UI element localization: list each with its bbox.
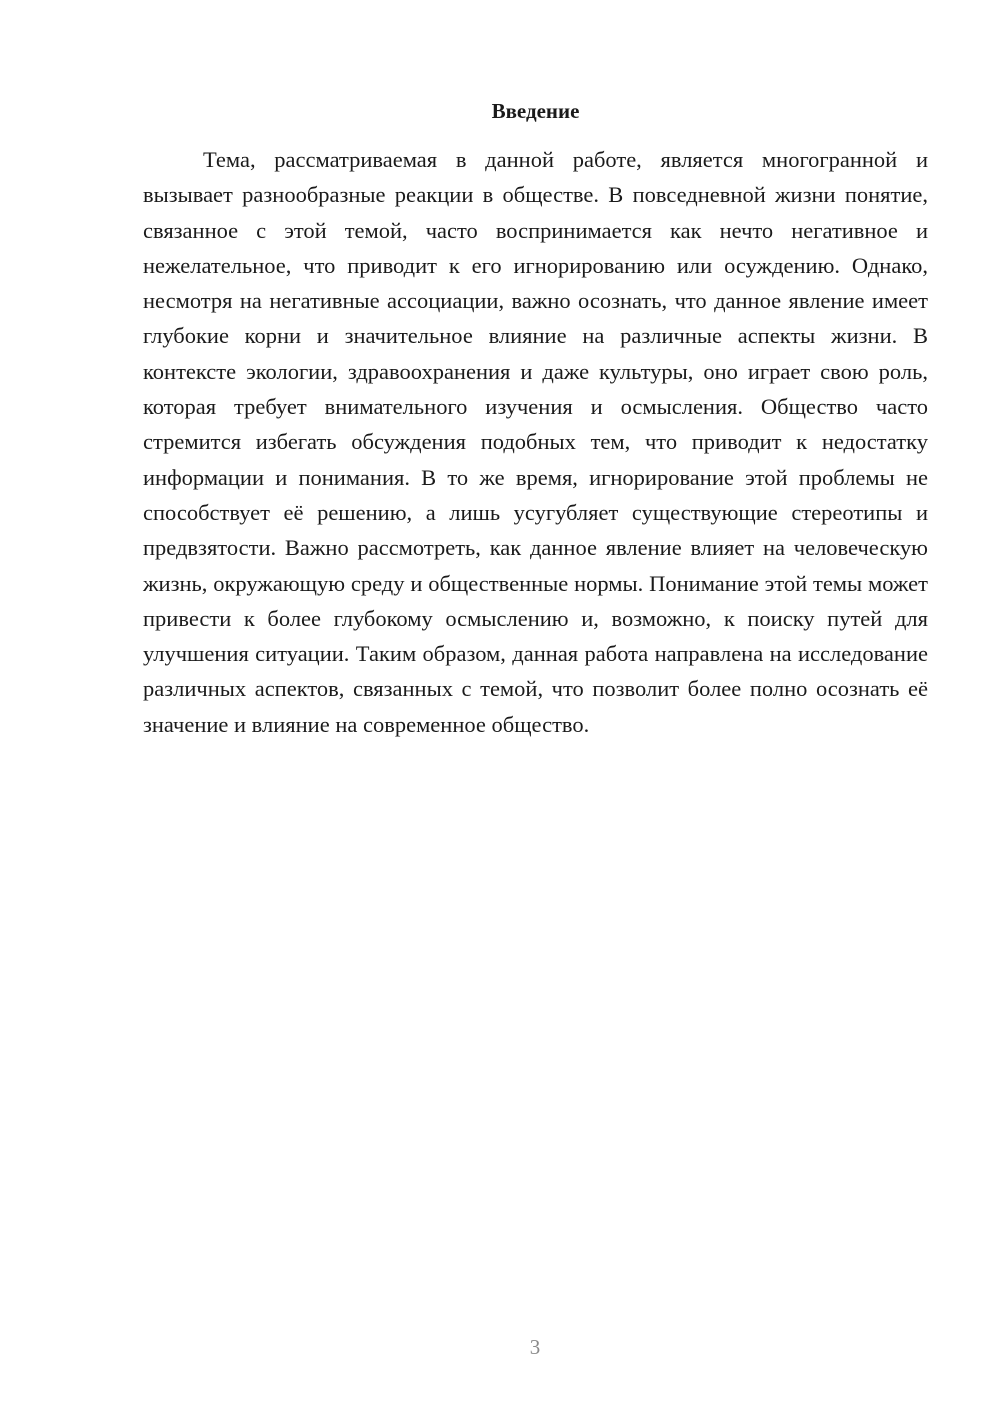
page-number: 3 <box>529 1335 541 1359</box>
section-heading: Введение <box>491 99 580 123</box>
introduction-paragraph: Тема, рассматриваемая в данной работе, является многогранной и вызывает разнообразные реакции в обществе. В повседневной жизни понятие, связанное с этой темой, часто воспринимается как нечто негативное и нежелательное, что приводит к его игнорированию или осуждению. Однако, несмотря на негативные ассоциации, важно осознать, что данное явление имеет глубокие корни и значительное влияние на различные аспекты жизни. В контексте экологии, здравоохранения и даже культуры, оно играет свою роль, которая требует внимательного изучения и осмысления. Общество часто стремится избегать обсуждения подобных тем, что приводит к недостатку информации и понимания. В то же время, игнорирование этой проблемы не способствует её решению, а лишь усугубляет существующие стереотипы и предвзятости. Важно рассмотреть, как данное явление влияет на человеческую жизнь, окружающую среду и общественные нормы. Понимание этой темы может привести к более глубокому осмыслению и, возможно, к поиску путей для улучшения ситуации. Таким образом, данная работа направлена на исследование различных аспектов, связанных с темой, что позволит более полно осознать её значение и влияние на современное общество. <box>143 147 928 737</box>
